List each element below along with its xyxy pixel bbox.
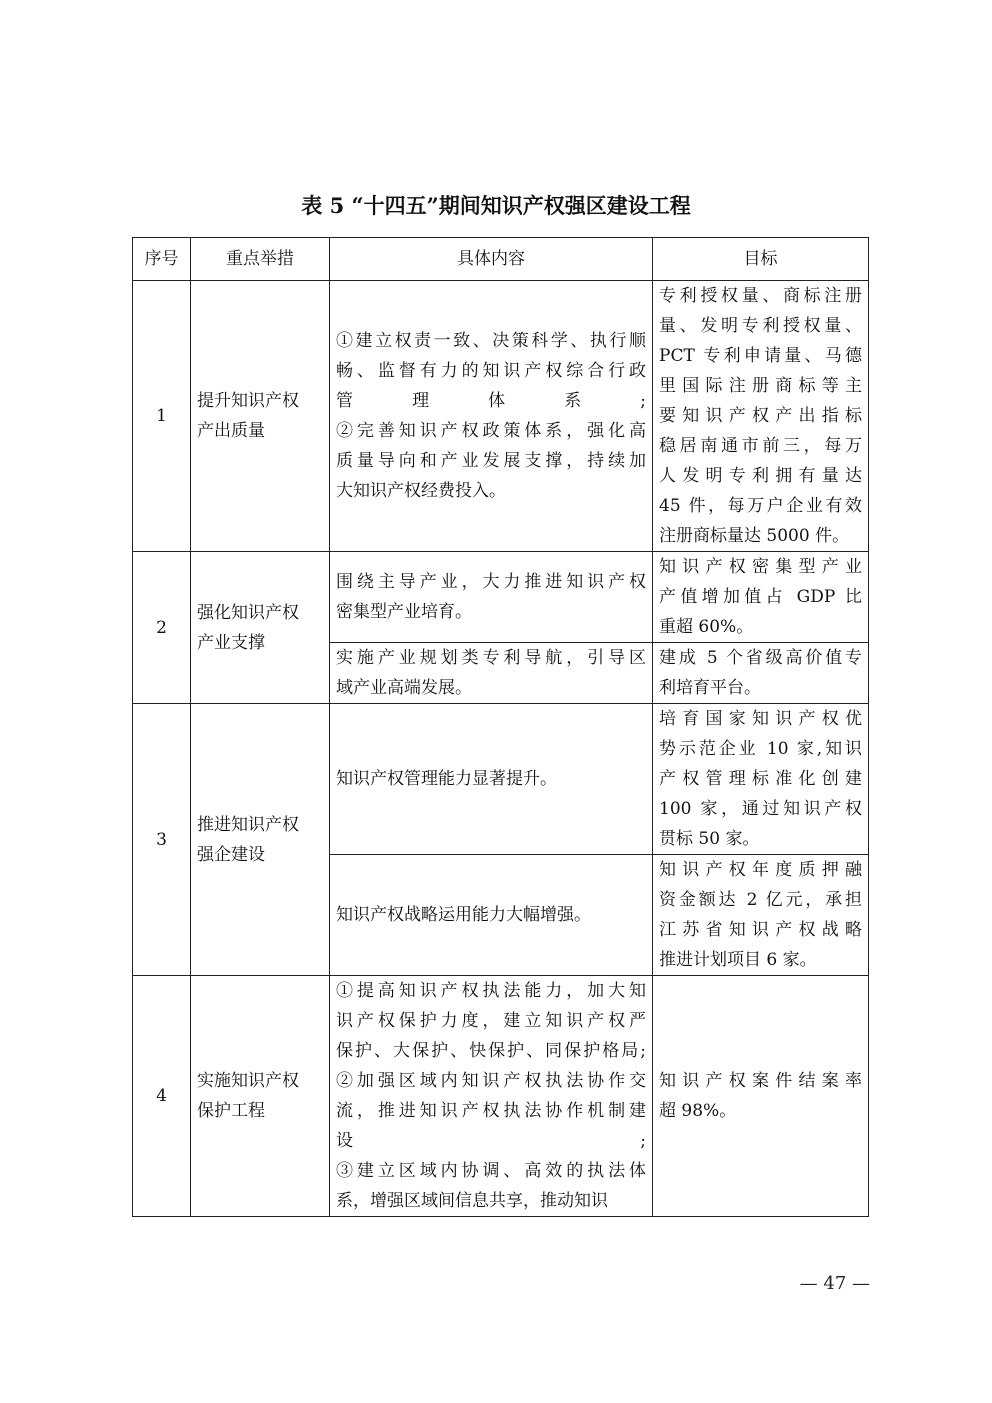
content-cell — [330, 281, 653, 552]
text-line: ①建立权责一致、决策科学、执行顺 — [336, 331, 646, 351]
text-line: 质量导向和产业发展支撑，持续加 — [336, 451, 646, 471]
table-row — [133, 976, 869, 1217]
text-line: 系，增强区域间信息共享，推动知识 — [336, 1191, 608, 1211]
text-line: 推进计划项目 6 家。 — [659, 950, 817, 970]
text-line: 注册商标量达 5000 件。 — [659, 526, 850, 546]
text-line: ①提高知识产权执法能力，加大知 — [336, 981, 646, 1001]
text-line: 产值增加值占 GDP 比 — [659, 587, 862, 607]
row-number-cell: 3 — [133, 704, 191, 976]
text-line: 提升知识产权 — [197, 391, 299, 411]
text-line: 管理体系; — [336, 391, 646, 411]
measure-cell — [191, 552, 330, 704]
text-line: 知识产权战略运用能力大幅增强。 — [336, 905, 591, 925]
text-line: 里国际注册商标等主 — [659, 376, 862, 396]
row-number-cell: 4 — [133, 976, 191, 1217]
text-line: 强企建设 — [197, 844, 265, 865]
text-line: 超 98%。 — [659, 1101, 737, 1121]
text-line: 培育国家知识产权优 — [659, 709, 862, 729]
text-line: 利培育平台。 — [659, 678, 761, 698]
text-line: ③建立区域内协调、高效的执法体 — [336, 1161, 646, 1181]
text-line: 稳居南通市前三，每万 — [659, 436, 862, 456]
page-title: 表 5 “十四五”期间知识产权强区建设工程 — [301, 193, 691, 218]
text-line: 产权管理标准化创建 — [659, 769, 862, 789]
target-cell — [653, 643, 869, 704]
text-line: 设; — [336, 1131, 646, 1151]
text-line: 45 件，每万户企业有效 — [659, 496, 862, 516]
page-number: — 47 — — [799, 1273, 870, 1294]
text-line: 产业支撑 — [197, 632, 265, 653]
content-cell — [330, 643, 653, 704]
row-number-cell: 1 — [133, 281, 191, 552]
content-cell — [330, 976, 653, 1217]
text-line: 保护工程 — [197, 1101, 265, 1121]
text-line: 实施知识产权 — [197, 1071, 299, 1091]
text-line: 流，推进知识产权执法协作机制建 — [336, 1101, 646, 1121]
text-line: ②加强区域内知识产权执法协作交 — [336, 1071, 646, 1091]
row-number-cell: 2 — [133, 552, 191, 704]
text-line: 资金额达 2 亿元，承担 — [659, 890, 862, 910]
target-cell — [653, 976, 869, 1217]
content-cell — [330, 704, 653, 855]
text-line: 产出质量 — [197, 421, 265, 441]
text-line: 识产权保护力度，建立知识产权严 — [336, 1011, 646, 1031]
text-line: 势示范企业 10 家,知识 — [659, 739, 862, 759]
text-line: 建成 5 个省级高价值专 — [659, 648, 862, 668]
text-line: 强化知识产权 — [197, 602, 299, 623]
text-line: 江苏省知识产权战略 — [659, 920, 862, 940]
text-line: 人发明专利拥有量达 — [659, 466, 862, 486]
text-line: 围绕主导产业，大力推进知识产权 — [336, 572, 646, 592]
text-line: 知识产权管理能力显著提升。 — [336, 769, 557, 789]
text-line: 密集型产业培育。 — [336, 602, 472, 622]
measure-cell — [191, 976, 330, 1217]
header-target: 目标 — [653, 238, 869, 281]
target-cell — [653, 552, 869, 643]
text-line: 知识产权密集型产业 — [659, 557, 862, 577]
text-line: 大知识产权经费投入。 — [336, 481, 506, 501]
target-cell — [653, 704, 869, 855]
text-line: 100 家，通过知识产权 — [659, 799, 862, 819]
table-body — [133, 281, 869, 1217]
table-row — [133, 552, 869, 643]
text-line: 重超 60%。 — [659, 617, 754, 637]
engineering-table — [132, 237, 869, 1217]
measure-cell — [191, 704, 330, 976]
text-line: 知识产权年度质押融 — [659, 860, 862, 880]
text-line: 专利授权量、商标注册 — [659, 286, 862, 306]
header-content: 具体内容 — [330, 238, 653, 281]
target-cell — [653, 855, 869, 976]
text-line: 要知识产权产出指标 — [659, 406, 862, 426]
text-line: 实施产业规划类专利导航，引导区 — [336, 648, 646, 668]
measure-cell — [191, 281, 330, 552]
content-cell — [330, 552, 653, 643]
text-line: 域产业高端发展。 — [336, 678, 472, 698]
table-row — [133, 704, 869, 855]
content-cell — [330, 855, 653, 976]
text-line: ②完善知识产权政策体系，强化高 — [336, 421, 646, 441]
text-line: 量、发明专利授权量、 — [659, 316, 862, 336]
table-row — [133, 281, 869, 552]
text-line: 保护、大保护、快保护、同保护格局; — [336, 1041, 646, 1061]
header-no: 序号 — [133, 238, 191, 281]
header-measure: 重点举措 — [191, 238, 330, 281]
text-line: 畅、监督有力的知识产权综合行政 — [336, 361, 646, 381]
text-line: PCT 专利申请量、马德 — [659, 346, 862, 366]
table-header-row — [133, 238, 869, 281]
text-line: 推进知识产权 — [197, 814, 299, 835]
text-line: 贯标 50 家。 — [659, 829, 760, 849]
target-cell — [653, 281, 869, 552]
text-line: 知识产权案件结案率 — [659, 1071, 862, 1091]
